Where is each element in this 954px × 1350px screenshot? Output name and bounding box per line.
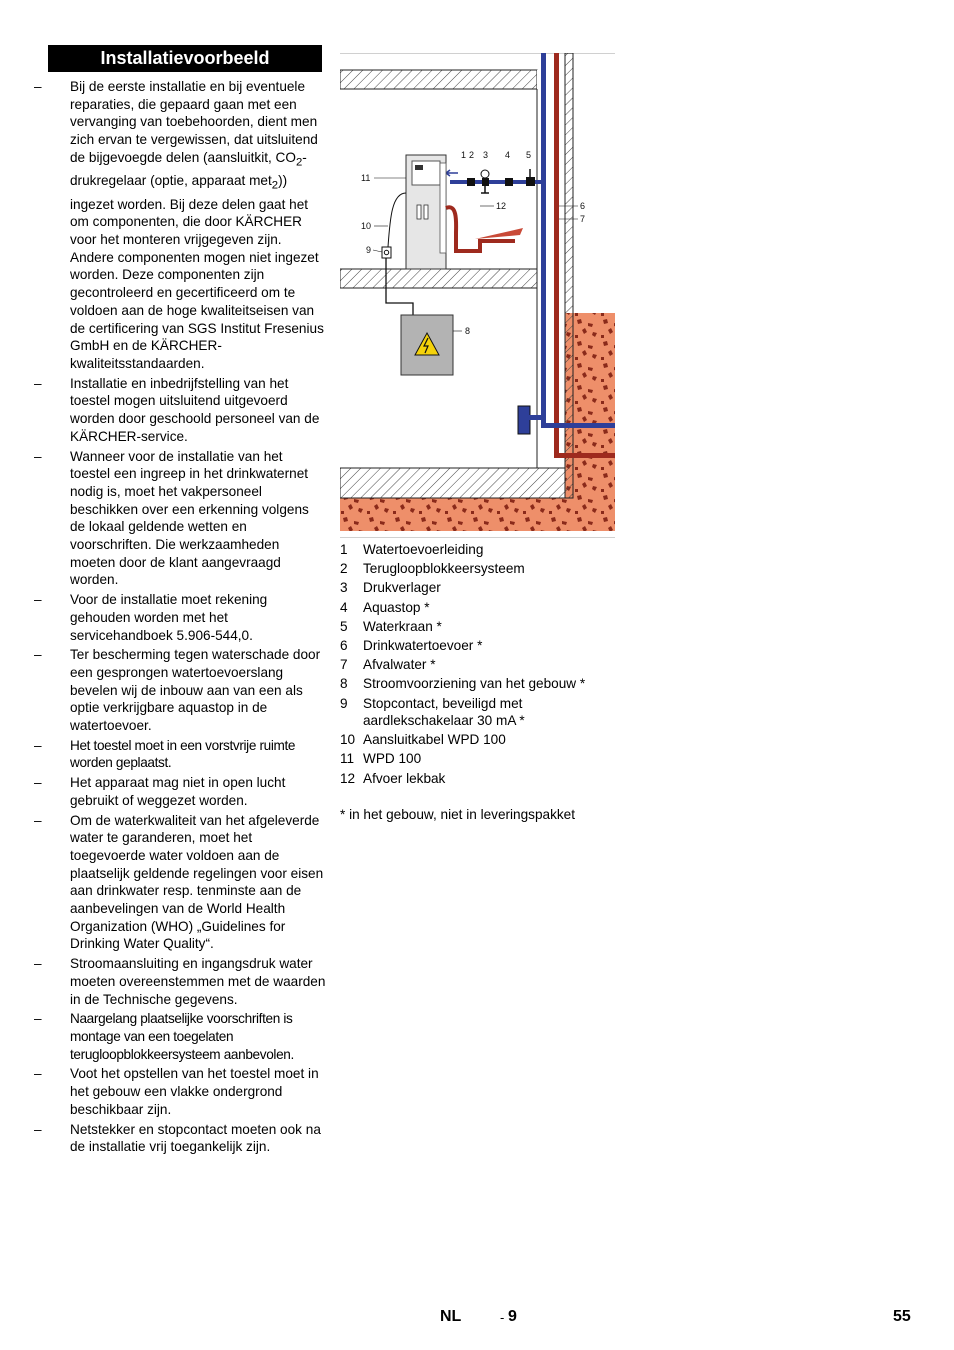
- callout-1: 1: [461, 150, 467, 160]
- footer-separator: -: [500, 1310, 505, 1325]
- callout-12: 12: [496, 201, 507, 211]
- ground-bottom: [340, 498, 615, 531]
- legend-number: 5: [340, 618, 348, 634]
- bullet-dash: –: [34, 812, 42, 828]
- supply-connector-stub: [528, 415, 544, 420]
- flow-arrow-icon: [446, 170, 458, 176]
- subscript: 2: [295, 156, 303, 169]
- waste-water-outlet: [554, 453, 615, 458]
- item-text: Bij de eerste installatie en bij eventuele reparaties, die gepaard gaan met een vervanging van toebehoorden, dient men zich ervan te vergewissen, dat uitsluitend de bijgevoegde delen (aansluitkit, CO: [70, 79, 318, 165]
- bullet-dash: –: [34, 592, 42, 608]
- legend-item: [340, 599, 620, 617]
- legend-text: Terugloopblokkeersysteem: [363, 561, 525, 577]
- ceiling-slab: [340, 70, 537, 89]
- item-text: Om de waterkwaliteit van het afgeleverde water te garanderen, moet het toegevoerde water voldoen aan de plaatselijk geldende regelingen voor eisen aan drinkwater resp. tenminste aan de aanbevelingen van de World Health Organization (WHO) „Guidelines for Drinking Water Quality“.: [70, 812, 324, 952]
- figure-bottom-rule: [340, 537, 615, 538]
- list-item: [34, 591, 326, 644]
- unit-tap-right: [424, 205, 428, 219]
- legend-number: 10: [340, 732, 356, 748]
- legend-item: [340, 541, 620, 559]
- unit-tap-left: [417, 205, 421, 219]
- subscript: 2: [271, 179, 279, 192]
- item-text: -drukregelaar (optie, apparaat met: [70, 149, 307, 189]
- list-item: [34, 955, 326, 1008]
- item-text: Installatie en inbedrijfstelling van het toestel mogen uitsluitend uitgevoerd worden door geschoold personeel van de KÄRCHER-service.: [70, 375, 320, 444]
- list-item: [34, 812, 326, 954]
- legend-text: Afvalwater *: [363, 657, 436, 673]
- floor-slab: [340, 269, 537, 288]
- item-text: Het toestel moet in een vorstvrije ruimte worden geplaatst.: [70, 737, 296, 771]
- footnote: * in het gebouw, niet in leveringspakket: [340, 807, 576, 822]
- outer-wall: [565, 53, 573, 498]
- bullet-dash: –: [34, 775, 42, 791]
- legend-item: [340, 560, 620, 578]
- basement-slab: [340, 468, 565, 498]
- list-item: [34, 646, 326, 735]
- legend-text: Stroomvoorziening van het gebouw *: [363, 676, 586, 692]
- item-text: Stroomaansluiting en ingangsdruk water moeten overeenstemmen met de waarden in de Technische gegevens.: [70, 956, 326, 1007]
- list-item: [34, 774, 326, 809]
- legend-number: 7: [340, 657, 348, 673]
- bullet-dash: –: [34, 956, 42, 972]
- pressure-reducer: [482, 178, 489, 186]
- water-supply-inlet: [541, 423, 615, 428]
- unit-dispenser-panel: [412, 161, 440, 185]
- legend-number: 12: [340, 770, 356, 786]
- legend-item: [340, 656, 620, 674]
- unit-display: [415, 165, 423, 170]
- legend-number: 2: [340, 561, 348, 577]
- backflow-preventer: [467, 178, 475, 186]
- unit-side-panel: [440, 163, 446, 253]
- legend-text: WPD 100: [363, 751, 422, 767]
- item-text: )) ingezet worden. Bij deze delen gaat het om componenten, die door KÄRCHER voor het monteren vrijgegeven zijn. Andere componenten mogen niet ingezet worden. Deze componenten zijn gecontroleerd en gecertificeerd om te voldoen aan de hoge kwaliteitseisen van de certificering van SGS Institut Fresenius GmbH en de KÄRCHER-kwaliteitsstandaarden.: [70, 173, 324, 371]
- bullet-dash: –: [34, 375, 42, 391]
- list-item: [34, 737, 326, 772]
- instruction-list: [34, 78, 326, 1158]
- list-item: [34, 1065, 326, 1118]
- waste-water-pipe: [554, 53, 559, 458]
- item-text: Netstekker en stopcontact moeten ook na de installatie vrij toegankelijk zijn.: [70, 1121, 321, 1155]
- legend-item: [340, 731, 620, 749]
- bullet-dash: –: [34, 647, 42, 663]
- legend-text: Aansluitkabel WPD 100: [363, 732, 506, 748]
- callout-7: 7: [580, 214, 586, 224]
- legend-text: Afvoer lekbak: [363, 770, 446, 786]
- legend-text: Drinkwatertoevoer *: [363, 637, 483, 653]
- legend-item: [340, 695, 620, 730]
- footer-section-number: 9: [508, 1308, 517, 1325]
- callout-2: 2: [469, 150, 475, 160]
- item-text: Voor de installatie moet rekening gehouden worden met het servicehandboek 5.906-544,0.: [70, 592, 268, 643]
- legend-text: Waterkraan *: [363, 618, 442, 634]
- list-item: [34, 375, 326, 446]
- bullet-dash: –: [34, 79, 42, 94]
- legend-number: 1: [340, 542, 348, 557]
- legend-number: 9: [340, 695, 348, 711]
- bullet-dash: –: [34, 448, 42, 464]
- callout-11: 11: [361, 173, 371, 183]
- legend-item: [340, 637, 620, 655]
- page-number: 55: [893, 1308, 911, 1325]
- drain-hose: [446, 207, 515, 251]
- list-item: [34, 1010, 326, 1063]
- item-text: Voot het opstellen van het toestel moet in het gebouw een vlakke ondergrond beschikbaar zijn.: [70, 1066, 319, 1117]
- callout-8: 8: [465, 326, 471, 336]
- callout-10: 10: [361, 221, 372, 231]
- legend-number: 11: [340, 751, 355, 767]
- legend-item: [340, 770, 620, 788]
- legend-text: Stopcontact, beveiligd met aardlekschakelaar 30 mA *: [363, 695, 525, 729]
- callout-5: 5: [526, 150, 532, 160]
- callout-3: 3: [483, 150, 489, 160]
- legend-item: [340, 750, 620, 768]
- item-text: Ter bescherming tegen waterschade door een gesprongen watertoevoerslang bevelen wij de inbouw aan van een als optie verkrijgbare aquastop in de watertoevoer.: [70, 647, 321, 734]
- legend-item: [340, 618, 620, 636]
- list-item: [34, 78, 326, 373]
- legend-text: Drukverlager: [363, 580, 441, 596]
- bullet-dash: –: [34, 1121, 42, 1137]
- figure-legend: [340, 541, 620, 789]
- legend-text: Watertoevoerleiding: [363, 542, 484, 557]
- legend-number: 8: [340, 676, 348, 692]
- list-item: [34, 1121, 326, 1156]
- installation-diagram: [340, 53, 615, 537]
- item-text: Het apparaat mag niet in open lucht gebruikt of weggezet worden.: [70, 775, 286, 808]
- item-text: Wanneer voor de installatie van het toestel een ingreep in het drinkwaternet nodig is, moet het vakpersoneel beschikken over een erkenning volgens de lokaal geldende wetten en voorschriften. Die werkzaamheden moeten door de klant aangevraagd worden.: [70, 448, 309, 588]
- bullet-dash: –: [34, 737, 42, 753]
- callout-4: 4: [505, 150, 511, 160]
- item-text: Naargelang plaatselijke voorschriften is montage van een toegelaten terugloopblokkeersysteem aanbevolen.: [70, 1011, 294, 1062]
- drain-arrow-icon: [475, 228, 523, 239]
- legend-number: 3: [340, 580, 348, 596]
- pressure-reducer-gauge: [481, 170, 489, 178]
- section-heading: Installatievoorbeeld: [48, 45, 322, 72]
- water-supply-pipe: [541, 53, 546, 425]
- connection-cable: [388, 193, 406, 247]
- callout-9: 9: [366, 245, 372, 255]
- legend-text: Aquastop *: [363, 599, 430, 615]
- aquastop: [505, 178, 513, 186]
- bullet-dash: –: [34, 1066, 42, 1082]
- footer-language: NL: [440, 1308, 462, 1325]
- legend-item: [340, 579, 620, 597]
- list-item: [34, 448, 326, 590]
- bullet-dash: –: [34, 1011, 42, 1027]
- legend-number: 6: [340, 637, 348, 653]
- socket: [382, 247, 391, 258]
- callout-6: 6: [580, 201, 586, 211]
- water-tap: [526, 177, 535, 186]
- legend-item: [340, 675, 620, 693]
- legend-number: 4: [340, 599, 348, 615]
